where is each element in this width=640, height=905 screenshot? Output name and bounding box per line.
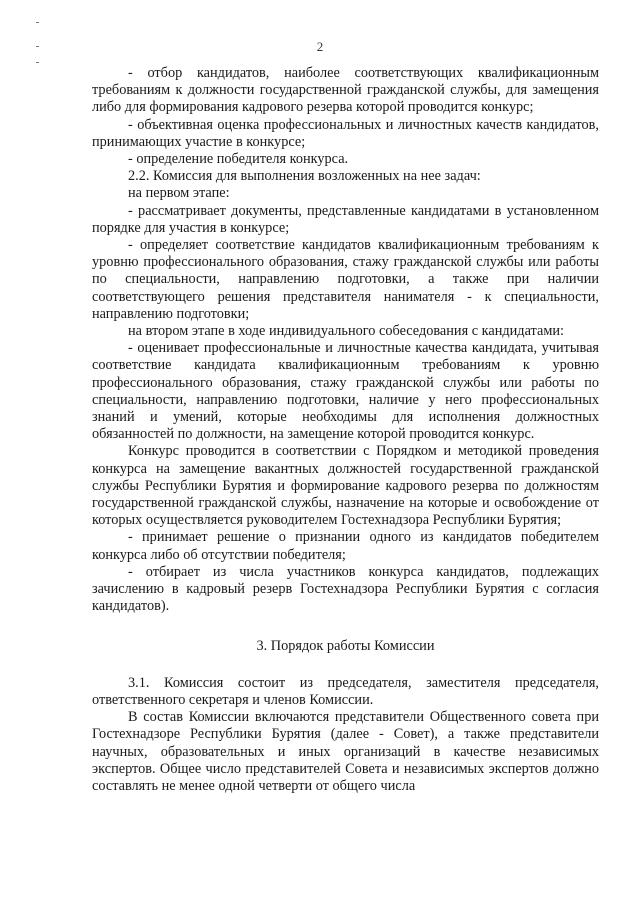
paragraph: В состав Комиссии включаются представители Общественного совета при Гостехнадзоре Республики Бурятия (далее - Совет), а также представители научных, образовательных и иных организаций в качестве независимых экспертов. Общее число представителей Совета и независимых экспертов должно составлять не менее одной четверти от общего числа xyxy=(92,709,599,794)
paragraph: Конкурс проводится в соответствии с Порядком и методикой проведения конкурса на замещение вакантных должностей государственной гражданской службы Республики Бурятия и формирование кадрового резерва по должностям государственной гражданской службы, назначение на которые и освобождение от которых осуществляется руководителем Гостехнадзора Республики Бурятия; xyxy=(92,443,599,529)
paragraph: - принимает решение о признании одного из кандидатов победителем конкурса либо об отсутствии победителя; xyxy=(92,529,599,563)
paragraph: - рассматривает документы, представленные кандидатами в установленном порядке для участия в конкурсе; xyxy=(92,202,599,236)
paragraph: - отбирает из числа участников конкурса кандидатов, подлежащих зачислению в кадровый резерв Гостехнадзора Республики Бурятия с согласия кандидатов). xyxy=(92,563,599,615)
paragraph: - отбор кандидатов, наиболее соответствующих квалификационным требованиям к должности государственной гражданской службы, для замещения либо для формирования кадрового резерва которой проводится конкурс; xyxy=(92,65,599,116)
margin-mark xyxy=(36,62,39,63)
paragraph: на первом этапе: xyxy=(128,185,230,202)
document-body xyxy=(92,65,599,795)
paragraph: - определяет соответствие кандидатов квалификационным требованиям к уровню профессионального образования, стажу гражданской службы или работы по специальности, направлению подготовки, а также при наличии соответствующего решения представителя нанимателя - к специальности, направлению подготовки; xyxy=(92,237,599,322)
paragraph: - определение победителя конкурса. xyxy=(128,151,349,168)
paragraph: - объективная оценка профессиональных и личностных качеств кандидатов, принимающих участие в конкурсе; xyxy=(92,116,599,150)
paragraph: на втором этапе в ходе индивидуального собеседования с кандидатами: xyxy=(128,323,564,340)
paragraph: - оценивает профессиональные и личностные качества кандидата, учитывая соответствие кандидата квалификационным требованиям к уровню профессионального образования, стажу гражданской службы или работы по специальности, направлению подготовки, наличие у него профессиональных знаний и умений, которые необходимы для исполнения должностных обязанностей по должности, на замещение которой проводится конкурс. xyxy=(92,340,599,443)
margin-mark xyxy=(36,22,39,23)
paragraph: 2.2. Комиссия для выполнения возложенных на нее задач: xyxy=(128,168,481,185)
section-heading: 3. Порядок работы Комиссии xyxy=(256,637,435,654)
page-number: 2 xyxy=(316,39,324,54)
paragraph: 3.1. Комиссия состоит из председателя, заместителя председателя, ответственного секретаря и членов Комиссии. xyxy=(92,674,599,708)
